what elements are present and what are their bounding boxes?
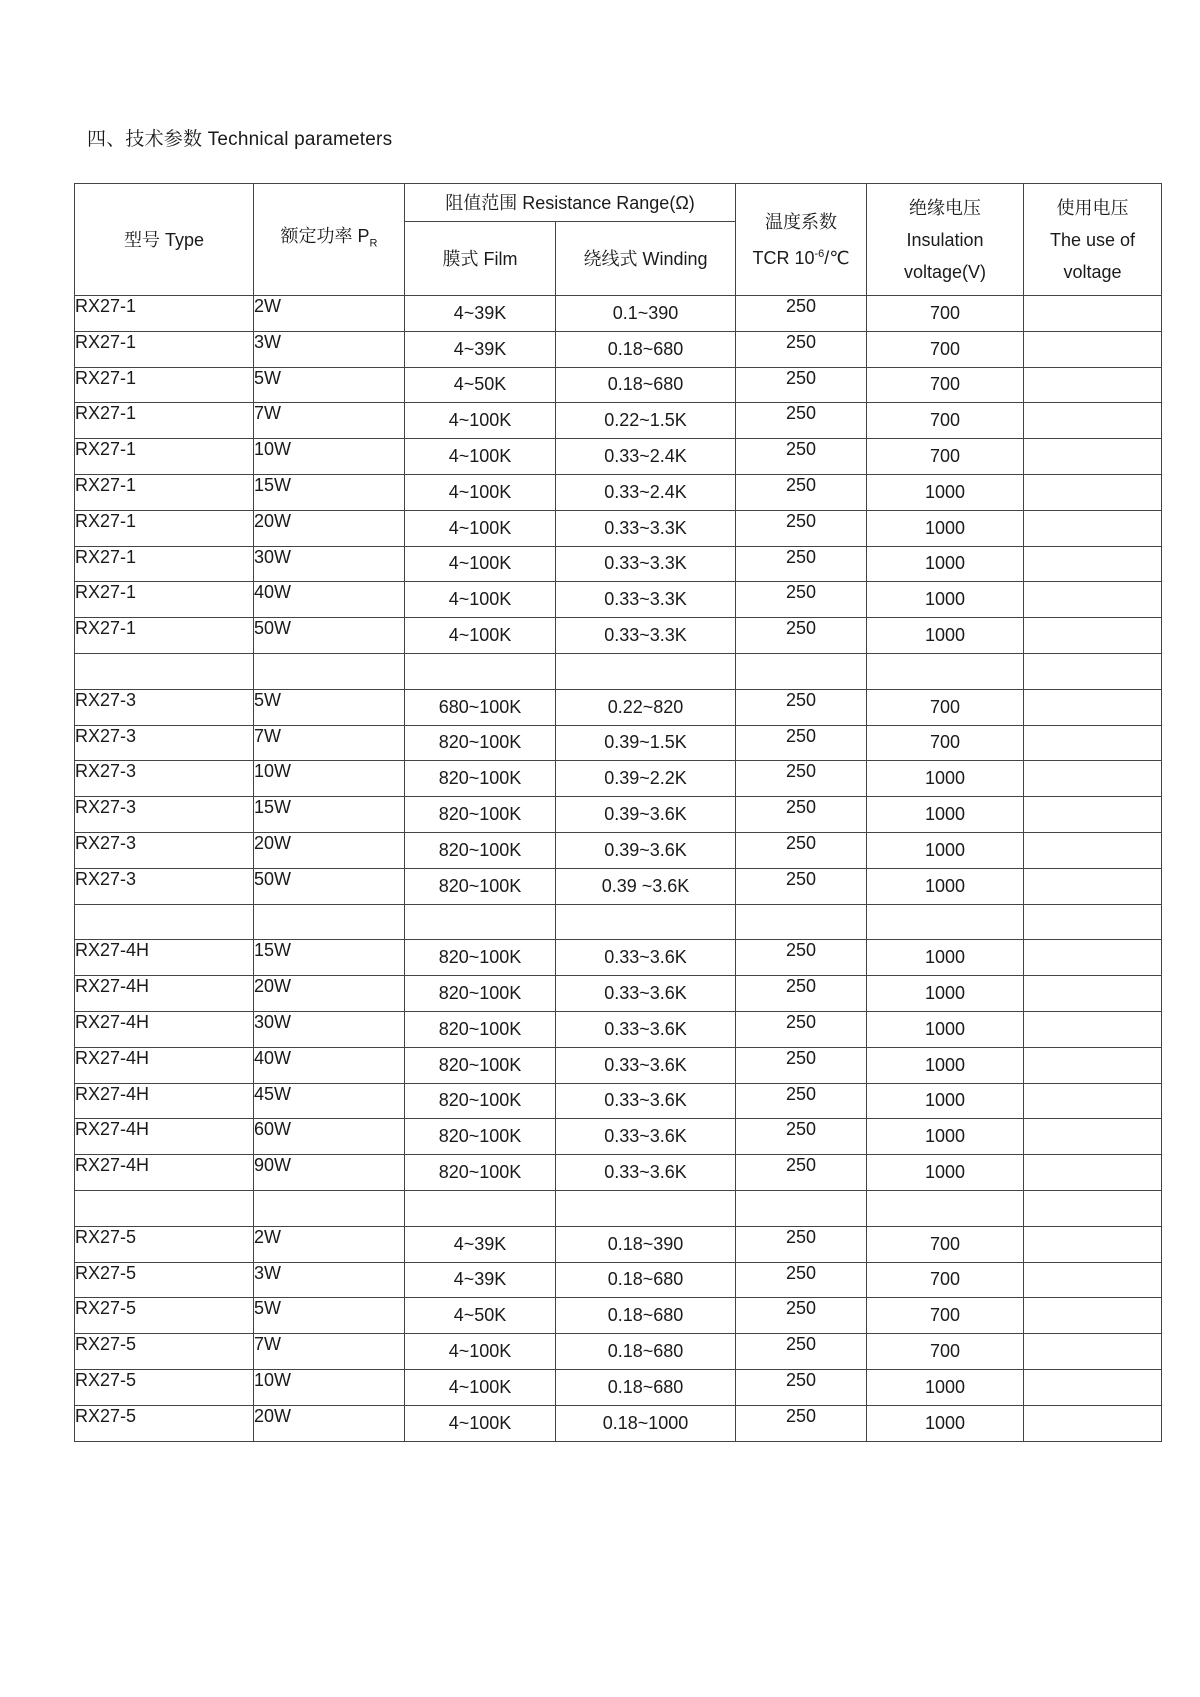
cell-power: [254, 653, 405, 689]
cell-winding: 0.18~680: [556, 1369, 736, 1405]
cell-power: 90W: [254, 1155, 405, 1191]
cell-type: RX27-1: [75, 618, 254, 654]
cell-tcr: 250: [736, 1298, 867, 1334]
cell-film: 680~100K: [405, 689, 556, 725]
technical-parameters-table: [74, 183, 1162, 1442]
cell-type: RX27-3: [75, 761, 254, 797]
cell-type: RX27-1: [75, 546, 254, 582]
cell-use: [1024, 1155, 1162, 1191]
cell-use: [1024, 904, 1162, 940]
table-row: [75, 868, 1162, 904]
cell-power: 50W: [254, 618, 405, 654]
cell-insulation: 1000: [867, 546, 1024, 582]
table-row: [75, 1047, 1162, 1083]
cell-type: RX27-1: [75, 510, 254, 546]
cell-insulation: 700: [867, 331, 1024, 367]
cell-power: 20W: [254, 510, 405, 546]
cell-winding: 0.18~1000: [556, 1405, 736, 1441]
cell-insulation: 1000: [867, 1405, 1024, 1441]
cell-winding: 0.33~2.4K: [556, 439, 736, 475]
cell-tcr: 250: [736, 1083, 867, 1119]
table-row: [75, 367, 1162, 403]
cell-winding: [556, 653, 736, 689]
table-row: [75, 1226, 1162, 1262]
cell-use: [1024, 1405, 1162, 1441]
cell-tcr: 250: [736, 1226, 867, 1262]
cell-type: RX27-4H: [75, 1119, 254, 1155]
cell-insulation: 1000: [867, 761, 1024, 797]
header-use-voltage: 使用电压 The use of voltage: [1024, 184, 1162, 296]
cell-type: RX27-1: [75, 331, 254, 367]
table-row: [75, 546, 1162, 582]
cell-winding: 0.22~1.5K: [556, 403, 736, 439]
table-row: [75, 797, 1162, 833]
cell-insulation: [867, 904, 1024, 940]
cell-type: [75, 1190, 254, 1226]
cell-type: RX27-3: [75, 797, 254, 833]
cell-power: 3W: [254, 331, 405, 367]
cell-film: 4~100K: [405, 1369, 556, 1405]
cell-winding: 0.33~3.6K: [556, 1047, 736, 1083]
cell-winding: 0.33~3.6K: [556, 1119, 736, 1155]
table-row: [75, 761, 1162, 797]
cell-insulation: 700: [867, 1298, 1024, 1334]
cell-use: [1024, 868, 1162, 904]
cell-tcr: 250: [736, 832, 867, 868]
table-row: [75, 689, 1162, 725]
cell-tcr: 250: [736, 1155, 867, 1191]
cell-use: [1024, 761, 1162, 797]
cell-winding: 0.22~820: [556, 689, 736, 725]
cell-film: 820~100K: [405, 1011, 556, 1047]
cell-tcr: 250: [736, 1119, 867, 1155]
cell-film: [405, 904, 556, 940]
cell-tcr: 250: [736, 546, 867, 582]
cell-power: 10W: [254, 761, 405, 797]
cell-use: [1024, 618, 1162, 654]
cell-winding: 0.33~3.3K: [556, 582, 736, 618]
cell-film: 4~100K: [405, 582, 556, 618]
cell-power: 5W: [254, 367, 405, 403]
cell-tcr: 250: [736, 474, 867, 510]
header-resistance-range: 阻值范围 Resistance Range(Ω): [405, 184, 736, 222]
cell-power: [254, 1190, 405, 1226]
table-row: [75, 1119, 1162, 1155]
table-row: [75, 331, 1162, 367]
cell-type: [75, 653, 254, 689]
table-row: [75, 439, 1162, 475]
cell-use: [1024, 797, 1162, 833]
cell-use: [1024, 1190, 1162, 1226]
table-row: [75, 1155, 1162, 1191]
cell-film: 820~100K: [405, 832, 556, 868]
cell-winding: 0.18~680: [556, 1298, 736, 1334]
cell-insulation: 1000: [867, 474, 1024, 510]
cell-use: [1024, 582, 1162, 618]
table-row: [75, 403, 1162, 439]
table-row: [75, 618, 1162, 654]
cell-winding: 0.33~3.6K: [556, 1083, 736, 1119]
cell-use: [1024, 546, 1162, 582]
table-row: [75, 1011, 1162, 1047]
cell-power: 7W: [254, 725, 405, 761]
cell-film: 820~100K: [405, 797, 556, 833]
cell-insulation: 1000: [867, 868, 1024, 904]
cell-power: 20W: [254, 832, 405, 868]
cell-winding: 0.33~3.6K: [556, 1011, 736, 1047]
cell-use: [1024, 1262, 1162, 1298]
cell-type: RX27-1: [75, 403, 254, 439]
cell-winding: 0.33~3.6K: [556, 1155, 736, 1191]
header-film: 膜式 Film: [405, 222, 556, 296]
cell-use: [1024, 940, 1162, 976]
cell-use: [1024, 689, 1162, 725]
cell-film: 4~39K: [405, 1262, 556, 1298]
table-row: [75, 1262, 1162, 1298]
cell-winding: 0.39 ~3.6K: [556, 868, 736, 904]
cell-insulation: 700: [867, 725, 1024, 761]
cell-use: [1024, 1369, 1162, 1405]
cell-power: 10W: [254, 439, 405, 475]
cell-tcr: 250: [736, 1405, 867, 1441]
cell-type: RX27-4H: [75, 1083, 254, 1119]
cell-tcr: 250: [736, 403, 867, 439]
cell-type: RX27-5: [75, 1226, 254, 1262]
table-row: [75, 832, 1162, 868]
cell-insulation: 700: [867, 689, 1024, 725]
cell-insulation: 1000: [867, 1083, 1024, 1119]
cell-use: [1024, 296, 1162, 332]
cell-winding: 0.39~2.2K: [556, 761, 736, 797]
cell-insulation: 1000: [867, 510, 1024, 546]
cell-power: 60W: [254, 1119, 405, 1155]
header-type: 型号 Type: [75, 184, 254, 296]
table-row: [75, 296, 1162, 332]
cell-use: [1024, 976, 1162, 1012]
table-row: [75, 1190, 1162, 1226]
cell-power: 30W: [254, 1011, 405, 1047]
cell-use: [1024, 474, 1162, 510]
cell-tcr: 250: [736, 976, 867, 1012]
cell-film: 4~100K: [405, 546, 556, 582]
cell-type: RX27-1: [75, 474, 254, 510]
cell-use: [1024, 1119, 1162, 1155]
cell-winding: 0.18~680: [556, 1334, 736, 1370]
cell-tcr: 250: [736, 689, 867, 725]
cell-film: 4~39K: [405, 1226, 556, 1262]
cell-winding: 0.18~390: [556, 1226, 736, 1262]
cell-insulation: [867, 653, 1024, 689]
cell-film: 4~100K: [405, 510, 556, 546]
cell-use: [1024, 653, 1162, 689]
cell-insulation: 1000: [867, 1011, 1024, 1047]
cell-tcr: 250: [736, 868, 867, 904]
cell-film: 820~100K: [405, 725, 556, 761]
cell-film: 820~100K: [405, 761, 556, 797]
cell-winding: 0.33~2.4K: [556, 474, 736, 510]
cell-power: 5W: [254, 689, 405, 725]
cell-insulation: 700: [867, 296, 1024, 332]
table-row: [75, 940, 1162, 976]
cell-winding: 0.33~3.3K: [556, 510, 736, 546]
cell-winding: 0.33~3.3K: [556, 546, 736, 582]
cell-type: RX27-1: [75, 439, 254, 475]
cell-use: [1024, 1226, 1162, 1262]
cell-film: 820~100K: [405, 976, 556, 1012]
cell-power: 15W: [254, 474, 405, 510]
cell-power: 50W: [254, 868, 405, 904]
cell-power: [254, 904, 405, 940]
cell-insulation: 700: [867, 1226, 1024, 1262]
cell-tcr: 250: [736, 439, 867, 475]
cell-use: [1024, 1334, 1162, 1370]
cell-insulation: [867, 1190, 1024, 1226]
cell-insulation: 700: [867, 1262, 1024, 1298]
cell-tcr: 250: [736, 510, 867, 546]
cell-tcr: 250: [736, 367, 867, 403]
cell-power: 10W: [254, 1369, 405, 1405]
cell-tcr: 250: [736, 1047, 867, 1083]
cell-insulation: 1000: [867, 797, 1024, 833]
cell-film: 4~39K: [405, 331, 556, 367]
cell-type: RX27-4H: [75, 1011, 254, 1047]
cell-use: [1024, 725, 1162, 761]
cell-insulation: 1000: [867, 976, 1024, 1012]
cell-type: [75, 904, 254, 940]
cell-film: 820~100K: [405, 1047, 556, 1083]
cell-tcr: 250: [736, 296, 867, 332]
table-row: [75, 1369, 1162, 1405]
cell-insulation: 1000: [867, 832, 1024, 868]
cell-power: 30W: [254, 546, 405, 582]
cell-type: RX27-5: [75, 1369, 254, 1405]
cell-film: 4~100K: [405, 1405, 556, 1441]
cell-power: 15W: [254, 797, 405, 833]
cell-type: RX27-3: [75, 725, 254, 761]
cell-type: RX27-1: [75, 582, 254, 618]
cell-use: [1024, 1083, 1162, 1119]
cell-type: RX27-1: [75, 367, 254, 403]
header-insulation-voltage: 绝缘电压 Insulation voltage(V): [867, 184, 1024, 296]
cell-tcr: 250: [736, 331, 867, 367]
cell-winding: [556, 1190, 736, 1226]
cell-power: 15W: [254, 940, 405, 976]
cell-tcr: 250: [736, 1369, 867, 1405]
table-row: [75, 904, 1162, 940]
cell-insulation: 1000: [867, 1155, 1024, 1191]
table-row: [75, 653, 1162, 689]
cell-tcr: 250: [736, 1262, 867, 1298]
cell-type: RX27-5: [75, 1298, 254, 1334]
cell-use: [1024, 1298, 1162, 1334]
cell-power: 40W: [254, 1047, 405, 1083]
cell-winding: 0.39~3.6K: [556, 797, 736, 833]
cell-type: RX27-4H: [75, 976, 254, 1012]
cell-use: [1024, 832, 1162, 868]
cell-type: RX27-5: [75, 1334, 254, 1370]
header-winding: 绕线式 Winding: [556, 222, 736, 296]
cell-winding: 0.33~3.3K: [556, 618, 736, 654]
cell-use: [1024, 510, 1162, 546]
section-heading: 四、技术参数 Technical parameters: [87, 129, 393, 150]
cell-insulation: 700: [867, 1334, 1024, 1370]
table-row: [75, 1405, 1162, 1441]
cell-power: 40W: [254, 582, 405, 618]
cell-winding: 0.18~680: [556, 331, 736, 367]
cell-film: 820~100K: [405, 868, 556, 904]
cell-film: 820~100K: [405, 940, 556, 976]
table-row: [75, 474, 1162, 510]
cell-film: 4~100K: [405, 618, 556, 654]
cell-insulation: 700: [867, 367, 1024, 403]
cell-insulation: 1000: [867, 1369, 1024, 1405]
cell-film: 820~100K: [405, 1155, 556, 1191]
cell-insulation: 700: [867, 439, 1024, 475]
cell-power: 45W: [254, 1083, 405, 1119]
cell-type: RX27-4H: [75, 940, 254, 976]
cell-winding: 0.33~3.6K: [556, 940, 736, 976]
cell-power: 5W: [254, 1298, 405, 1334]
cell-power: 2W: [254, 296, 405, 332]
table-row: [75, 582, 1162, 618]
cell-tcr: [736, 653, 867, 689]
cell-power: 3W: [254, 1262, 405, 1298]
cell-type: RX27-5: [75, 1262, 254, 1298]
cell-tcr: 250: [736, 1011, 867, 1047]
cell-winding: 0.1~390: [556, 296, 736, 332]
cell-film: 4~100K: [405, 474, 556, 510]
cell-type: RX27-5: [75, 1405, 254, 1441]
cell-winding: 0.39~1.5K: [556, 725, 736, 761]
cell-film: 820~100K: [405, 1083, 556, 1119]
cell-winding: 0.18~680: [556, 1262, 736, 1298]
cell-winding: 0.33~3.6K: [556, 976, 736, 1012]
cell-type: RX27-4H: [75, 1155, 254, 1191]
cell-use: [1024, 1011, 1162, 1047]
header-tcr: 温度系数 TCR $10^{-6}/℃$: [736, 184, 867, 296]
cell-insulation: 1000: [867, 1047, 1024, 1083]
table-row: [75, 1298, 1162, 1334]
cell-tcr: [736, 1190, 867, 1226]
cell-use: [1024, 403, 1162, 439]
cell-winding: [556, 904, 736, 940]
cell-insulation: 700: [867, 403, 1024, 439]
cell-tcr: 250: [736, 940, 867, 976]
cell-film: 4~50K: [405, 1298, 556, 1334]
cell-insulation: 1000: [867, 582, 1024, 618]
cell-use: [1024, 331, 1162, 367]
cell-power: 20W: [254, 976, 405, 1012]
cell-film: 4~100K: [405, 403, 556, 439]
table-row: [75, 1334, 1162, 1370]
cell-insulation: 1000: [867, 1119, 1024, 1155]
cell-type: RX27-1: [75, 296, 254, 332]
cell-use: [1024, 439, 1162, 475]
cell-winding: 0.18~680: [556, 367, 736, 403]
cell-tcr: 250: [736, 761, 867, 797]
cell-tcr: 250: [736, 618, 867, 654]
cell-film: [405, 653, 556, 689]
cell-type: RX27-3: [75, 832, 254, 868]
cell-use: [1024, 367, 1162, 403]
cell-use: [1024, 1047, 1162, 1083]
cell-tcr: [736, 904, 867, 940]
cell-tcr: 250: [736, 725, 867, 761]
cell-film: 4~39K: [405, 296, 556, 332]
table-row: [75, 1083, 1162, 1119]
cell-film: 820~100K: [405, 1119, 556, 1155]
cell-type: RX27-4H: [75, 1047, 254, 1083]
table-row: [75, 725, 1162, 761]
cell-film: 4~100K: [405, 439, 556, 475]
cell-power: 7W: [254, 1334, 405, 1370]
cell-film: [405, 1190, 556, 1226]
cell-tcr: 250: [736, 582, 867, 618]
cell-film: 4~50K: [405, 367, 556, 403]
table-body: [75, 296, 1162, 1442]
cell-type: RX27-3: [75, 868, 254, 904]
cell-tcr: 250: [736, 1334, 867, 1370]
cell-insulation: 1000: [867, 940, 1024, 976]
cell-tcr: 250: [736, 797, 867, 833]
cell-type: RX27-3: [75, 689, 254, 725]
table-row: [75, 510, 1162, 546]
cell-power: 20W: [254, 1405, 405, 1441]
cell-power: 2W: [254, 1226, 405, 1262]
cell-winding: 0.39~3.6K: [556, 832, 736, 868]
cell-film: 4~100K: [405, 1334, 556, 1370]
cell-insulation: 1000: [867, 618, 1024, 654]
table-row: [75, 976, 1162, 1012]
cell-power: 7W: [254, 403, 405, 439]
header-rated-power: 额定功率 $P_R$: [254, 184, 405, 296]
